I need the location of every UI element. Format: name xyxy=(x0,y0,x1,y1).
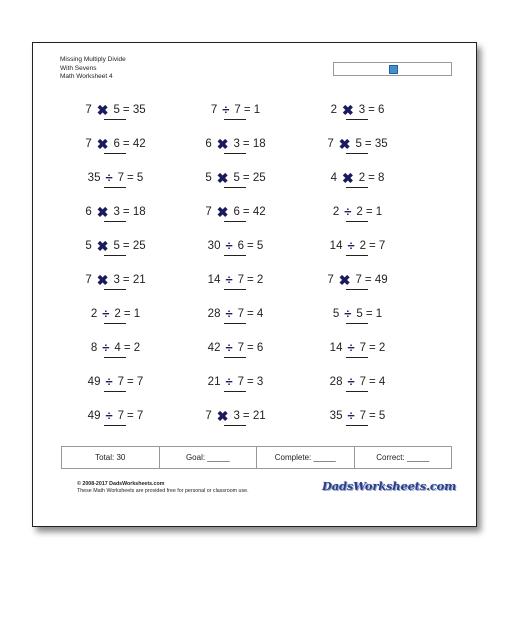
problem xyxy=(63,298,183,332)
problem xyxy=(305,128,425,162)
equation xyxy=(183,239,288,252)
operand-b: 5 xyxy=(113,104,120,116)
worksheet-number: Math Worksheet 4 xyxy=(60,73,113,81)
operand-b: 3 xyxy=(233,410,240,422)
problem xyxy=(183,264,303,298)
result: = 25 xyxy=(122,240,146,252)
problem xyxy=(183,162,303,196)
operand-b: 5 xyxy=(233,172,240,184)
result: = 42 xyxy=(122,138,146,150)
answer-blank[interactable] xyxy=(346,187,368,188)
result: = 21 xyxy=(242,410,266,422)
result: = 35 xyxy=(122,104,146,116)
equation xyxy=(305,205,410,218)
answer-blank[interactable] xyxy=(104,391,126,392)
operand-a: 7 xyxy=(85,104,92,116)
problem xyxy=(305,94,425,128)
operand-b: 5 xyxy=(356,307,363,320)
result: = 1 xyxy=(243,103,261,116)
result: = 1 xyxy=(123,307,141,320)
divide-icon: ÷ xyxy=(225,272,233,287)
divide-icon: ÷ xyxy=(225,306,233,321)
operand-b: 7 xyxy=(359,375,367,388)
problem xyxy=(305,264,425,298)
answer-blank[interactable] xyxy=(104,289,126,290)
result: = 8 xyxy=(368,172,385,184)
equation xyxy=(63,341,168,354)
divide-icon: ÷ xyxy=(225,374,233,389)
result: = 5 xyxy=(127,171,144,184)
complete-cell: Complete: _____ xyxy=(257,447,355,468)
divide-icon: ÷ xyxy=(105,408,113,423)
worksheet-header xyxy=(60,56,126,82)
operand-a: 5 xyxy=(332,307,340,320)
goal-cell: Goal: _____ xyxy=(160,447,258,468)
usage-line: These Math Worksheets are provided free for personal or classroom use. xyxy=(77,487,249,494)
operand-b: 7 xyxy=(359,341,367,354)
problem xyxy=(183,128,303,162)
multiply-icon: ✖ xyxy=(96,204,109,220)
problem xyxy=(183,94,303,128)
operand-b: 7 xyxy=(237,307,245,320)
copyright-line: © 2008-2017 DadsWorksheets.com xyxy=(77,481,165,487)
answer-blank[interactable] xyxy=(346,119,368,120)
operand-a: 49 xyxy=(87,409,101,422)
operand-b: 2 xyxy=(358,172,366,184)
answer-blank[interactable] xyxy=(346,391,368,392)
operand-a: 28 xyxy=(329,375,343,388)
operand-b: 3 xyxy=(233,138,240,150)
answer-blank[interactable] xyxy=(224,153,246,154)
answer-blank[interactable] xyxy=(104,323,126,324)
operand-a: 2 xyxy=(90,307,98,320)
divide-icon: ÷ xyxy=(225,340,233,355)
equation xyxy=(63,205,168,219)
answer-blank[interactable] xyxy=(104,255,126,256)
result: = 18 xyxy=(242,138,266,150)
multiply-icon: ✖ xyxy=(338,272,351,288)
operand-a: 4 xyxy=(330,172,337,184)
operand-b: 7 xyxy=(355,274,362,286)
problem xyxy=(183,400,303,434)
multiply-icon: ✖ xyxy=(96,238,109,254)
equation xyxy=(183,273,288,286)
problem xyxy=(305,162,425,196)
operand-a: 7 xyxy=(210,103,218,116)
result: = 21 xyxy=(122,274,146,286)
operand-a: 42 xyxy=(207,341,221,354)
divide-icon: ÷ xyxy=(344,306,352,321)
equation xyxy=(305,409,410,422)
divide-icon: ÷ xyxy=(102,306,110,321)
equation xyxy=(305,171,410,185)
operand-a: 35 xyxy=(87,171,101,184)
divide-icon: ÷ xyxy=(347,374,355,389)
answer-blank[interactable] xyxy=(224,119,246,120)
divide-icon: ÷ xyxy=(105,374,113,389)
equation xyxy=(63,273,168,287)
equation xyxy=(183,409,288,423)
problem xyxy=(183,230,303,264)
operand-b: 3 xyxy=(113,274,120,286)
result: = 1 xyxy=(365,205,383,218)
operand-b: 7 xyxy=(237,375,245,388)
answer-blank[interactable] xyxy=(224,425,246,426)
operand-a: 28 xyxy=(207,307,221,320)
operand-b: 7 xyxy=(237,273,245,286)
answer-blank[interactable] xyxy=(104,187,126,188)
operand-a: 5 xyxy=(205,172,212,184)
result: = 2 xyxy=(123,341,141,354)
operand-a: 7 xyxy=(327,138,334,150)
equation xyxy=(305,239,410,252)
operand-b: 6 xyxy=(233,206,240,218)
problem-column-3 xyxy=(305,94,425,434)
problem xyxy=(183,332,303,366)
problem xyxy=(63,162,183,196)
site-logo: DadsWorksheets.com xyxy=(322,479,457,493)
equation xyxy=(183,103,288,116)
problem xyxy=(63,264,183,298)
operand-a: 14 xyxy=(207,273,221,286)
equation xyxy=(305,307,410,320)
answer-blank[interactable] xyxy=(346,221,368,222)
multiply-icon: ✖ xyxy=(341,102,354,118)
equation xyxy=(183,171,288,185)
operand-b: 2 xyxy=(114,307,121,320)
result: = 18 xyxy=(122,206,146,218)
problem xyxy=(63,196,183,230)
multiply-icon: ✖ xyxy=(216,136,229,152)
answer-blank[interactable] xyxy=(346,255,368,256)
answer-blank[interactable] xyxy=(346,153,368,154)
problem xyxy=(305,196,425,230)
result: = 5 xyxy=(247,239,264,252)
equation xyxy=(305,273,410,287)
divide-icon: ÷ xyxy=(102,340,110,355)
answer-blank[interactable] xyxy=(224,391,246,392)
multiply-icon: ✖ xyxy=(96,136,109,152)
result: = 4 xyxy=(247,307,264,320)
answer-blank[interactable] xyxy=(104,119,126,120)
operand-a: 6 xyxy=(85,206,92,218)
result: = 5 xyxy=(369,409,386,422)
answer-blank[interactable] xyxy=(104,153,126,154)
operand-b: 6 xyxy=(113,138,120,150)
problem xyxy=(305,400,425,434)
divide-icon: ÷ xyxy=(344,204,352,219)
total-cell: Total: 30 xyxy=(62,447,160,468)
problem xyxy=(305,366,425,400)
multiply-icon: ✖ xyxy=(96,102,109,118)
operand-b: 2 xyxy=(356,205,363,218)
answer-blank[interactable] xyxy=(104,425,126,426)
equation xyxy=(63,307,168,320)
divide-icon: ÷ xyxy=(347,238,355,253)
problem xyxy=(63,94,183,128)
operand-b: 7 xyxy=(234,103,241,116)
copyright xyxy=(77,481,249,494)
equation xyxy=(183,341,288,354)
equation xyxy=(183,205,288,219)
operand-a: 14 xyxy=(329,239,343,252)
equation xyxy=(63,103,168,117)
multiply-icon: ✖ xyxy=(216,170,229,186)
operand-a: 6 xyxy=(205,138,212,150)
equation xyxy=(183,137,288,151)
divide-icon: ÷ xyxy=(222,102,230,117)
operand-a: 7 xyxy=(205,410,212,422)
equation xyxy=(63,137,168,151)
operand-a: 5 xyxy=(85,240,92,252)
equation xyxy=(183,307,288,320)
operand-b: 6 xyxy=(237,239,245,252)
answer-blank[interactable] xyxy=(224,289,246,290)
result: = 6 xyxy=(368,104,385,116)
operand-a: 35 xyxy=(329,409,343,422)
divide-icon: ÷ xyxy=(347,408,355,423)
operand-a: 2 xyxy=(332,205,340,218)
correct-cell: Correct: _____ xyxy=(376,453,430,462)
multiply-icon: ✖ xyxy=(216,408,229,424)
name-box xyxy=(333,62,452,76)
operand-a: 2 xyxy=(330,104,337,116)
answer-blank[interactable] xyxy=(346,323,368,324)
operand-b: 7 xyxy=(117,409,125,422)
equation xyxy=(305,341,410,354)
worksheet-title: Missing Multiply Divide xyxy=(60,56,126,63)
multiply-icon: ✖ xyxy=(341,170,354,186)
equation xyxy=(305,137,410,151)
answer-blank[interactable] xyxy=(224,357,246,358)
operand-a: 14 xyxy=(329,341,343,354)
result: = 7 xyxy=(369,239,386,252)
operand-a: 7 xyxy=(85,138,92,150)
problem xyxy=(183,298,303,332)
operand-b: 2 xyxy=(359,239,367,252)
operand-b: 7 xyxy=(117,375,125,388)
answer-blank[interactable] xyxy=(346,357,368,358)
operand-a: 8 xyxy=(90,341,98,354)
result: = 25 xyxy=(242,172,266,184)
result: = 2 xyxy=(247,273,264,286)
answer-blank[interactable] xyxy=(224,221,246,222)
operand-b: 3 xyxy=(113,206,120,218)
problem xyxy=(63,332,183,366)
operand-b: 7 xyxy=(237,341,245,354)
problem-column-2 xyxy=(183,94,303,434)
equation xyxy=(183,375,288,388)
equation xyxy=(63,171,168,184)
score-table xyxy=(61,446,452,469)
answer-blank[interactable] xyxy=(224,323,246,324)
operand-a: 21 xyxy=(207,375,221,388)
problem xyxy=(63,400,183,434)
worksheet-subtitle: With Sevens xyxy=(60,64,97,72)
operand-b: 5 xyxy=(113,240,120,252)
problem-column-1 xyxy=(63,94,183,434)
operand-b: 3 xyxy=(358,104,366,116)
equation xyxy=(305,375,410,388)
multiply-icon: ✖ xyxy=(338,136,351,152)
multiply-icon: ✖ xyxy=(216,204,229,220)
answer-blank[interactable] xyxy=(224,255,246,256)
answer-blank[interactable] xyxy=(104,357,126,358)
problem xyxy=(305,298,425,332)
operand-a: 7 xyxy=(205,206,212,218)
operand-b: 4 xyxy=(114,341,121,354)
operand-b: 7 xyxy=(117,171,125,184)
problem xyxy=(183,366,303,400)
operand-b: 5 xyxy=(355,138,362,150)
equation xyxy=(63,375,168,388)
result: = 3 xyxy=(247,375,264,388)
answer-blank[interactable] xyxy=(346,425,368,426)
divide-icon: ÷ xyxy=(347,340,355,355)
result: = 49 xyxy=(364,274,388,286)
result: = 6 xyxy=(247,341,264,354)
result: = 4 xyxy=(369,375,386,388)
answer-blank[interactable] xyxy=(346,289,368,290)
result: = 2 xyxy=(369,341,386,354)
problem xyxy=(63,128,183,162)
multiply-icon: ✖ xyxy=(96,272,109,288)
result: = 7 xyxy=(127,409,144,422)
answer-blank[interactable] xyxy=(104,221,126,222)
divide-icon: ÷ xyxy=(105,170,113,185)
problem xyxy=(305,230,425,264)
operand-a: 30 xyxy=(207,239,221,252)
divide-icon: ÷ xyxy=(225,238,233,253)
answer-blank[interactable] xyxy=(224,187,246,188)
problem xyxy=(63,366,183,400)
operand-b: 7 xyxy=(359,409,367,422)
equation xyxy=(63,409,168,422)
worksheet-page xyxy=(32,42,477,527)
result: = 7 xyxy=(127,375,144,388)
problem xyxy=(305,332,425,366)
operand-a: 7 xyxy=(85,274,92,286)
operand-a: 7 xyxy=(327,274,334,286)
result: = 1 xyxy=(365,307,383,320)
equation xyxy=(305,103,410,117)
problem xyxy=(183,196,303,230)
result: = 42 xyxy=(242,206,266,218)
problem xyxy=(63,230,183,264)
result: = 35 xyxy=(364,138,388,150)
operand-a: 49 xyxy=(87,375,101,388)
equation xyxy=(63,239,168,253)
qr-code-icon xyxy=(389,65,398,74)
